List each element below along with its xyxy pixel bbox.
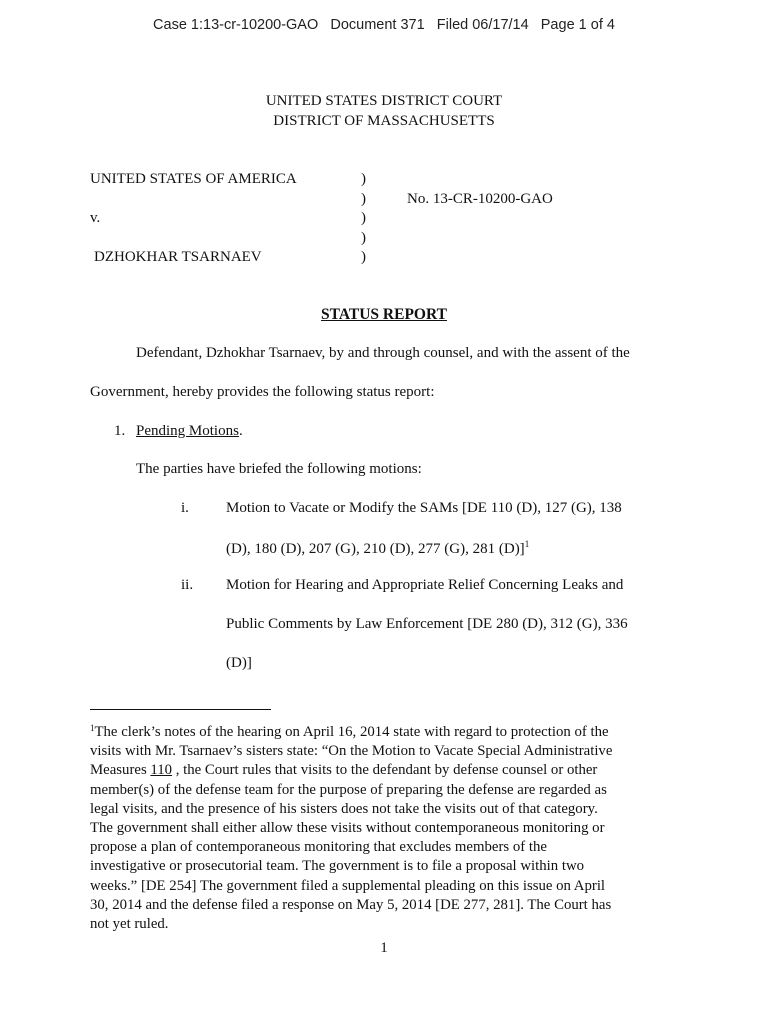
footnote-separator xyxy=(90,709,271,710)
header-filed: Filed 06/17/14 xyxy=(436,17,529,33)
motion-line: Motion to Vacate or Modify the SAMs [DE 110 (D), 127 (G), 138 xyxy=(226,500,622,516)
footnote-reference[interactable]: 1 xyxy=(524,539,530,549)
section-1-number: 1. xyxy=(114,423,126,439)
caption-paren: ) xyxy=(361,210,366,226)
filing-header xyxy=(0,17,768,33)
footnote-line: legal visits, and the presence of his sisters does not take the visits out of that category. xyxy=(90,800,598,817)
footnote-line: visits with Mr. Tsarnaev’s sisters state: “On the Motion to Vacate Special Administrative xyxy=(90,743,613,760)
caption-versus: v. xyxy=(90,210,101,226)
caption-paren: ) xyxy=(361,249,366,265)
section-1-lead: The parties have briefed the following motions: xyxy=(136,461,422,477)
section-1-heading xyxy=(136,423,243,440)
footnote-line xyxy=(90,719,690,742)
motion-line: (D)] xyxy=(226,655,252,671)
motion-line-text: (D), 180 (D), 207 (G), 210 (D), 277 (G), 281 (D)] xyxy=(226,541,525,557)
motion-line: Motion for Hearing and Appropriate Relief Concerning Leaks and xyxy=(226,577,624,593)
docket-link-110[interactable]: 110 xyxy=(150,762,173,779)
motion-line xyxy=(226,539,529,558)
intro-line-1: Defendant, Dzhokhar Tsarnaev, by and through counsel, and with the assent of the xyxy=(136,345,630,361)
document-title: STATUS REPORT xyxy=(321,306,447,323)
footnote-line: not yet ruled. xyxy=(90,916,169,933)
footnote-line: 30, 2014 and the defense filed a response on May 5, 2014 [DE 277, 281]. The Court has xyxy=(90,896,612,913)
footnote-line: propose a plan of contemporaneous monitoring that excludes members of the xyxy=(90,839,547,856)
header-case: Case 1:13-cr-10200-GAO xyxy=(153,17,319,33)
court-district: DISTRICT OF MASSACHUSETTS xyxy=(273,113,495,129)
caption-paren: ) xyxy=(361,230,366,246)
footnote-line: member(s) of the defense team for the purpose of preparing the defense are regarded as xyxy=(90,781,607,798)
caption-plaintiff: UNITED STATES OF AMERICA xyxy=(90,171,297,187)
court-name: UNITED STATES DISTRICT COURT xyxy=(265,93,503,109)
motion-numeral: ii. xyxy=(181,577,194,593)
header-document: Document 371 xyxy=(330,17,425,33)
footnote-text: Measures xyxy=(90,762,151,779)
footnote-line: The government shall either allow these visits without contemporaneous monitoring or xyxy=(90,820,605,837)
caption-defendant: DZHOKHAR TSARNAEV xyxy=(94,249,262,265)
caption-paren: ) xyxy=(361,171,366,187)
motion-numeral: i. xyxy=(181,500,189,516)
footnote-line: weeks.” [DE 254] The government filed a supplemental pleading on this issue on April xyxy=(90,877,606,894)
intro-line-2: Government, hereby provides the following status report: xyxy=(90,384,435,400)
footnote-text: , the Court rules that visits to the defendant by defense counsel or other xyxy=(172,762,598,779)
footnote-text: The clerk’s notes of the hearing on April 16, 2014 state with regard to protection of the xyxy=(94,724,609,740)
caption-paren: ) xyxy=(361,191,366,207)
footnote-line xyxy=(90,761,690,780)
footnote-line: investigative or prosecutorial team. The government is to file a proposal within two xyxy=(90,858,585,875)
section-1-heading-text: Pending Motions xyxy=(136,423,239,439)
page-number: 1 xyxy=(380,940,388,956)
motion-line: Public Comments by Law Enforcement [DE 280 (D), 312 (G), 336 xyxy=(226,616,628,632)
section-1-heading-period: . xyxy=(238,423,243,439)
footnote-mark: 1 xyxy=(90,723,95,733)
footnote xyxy=(90,719,690,934)
case-number: No. 13-CR-10200-GAO xyxy=(407,191,553,207)
header-page: Page 1 of 4 xyxy=(540,17,615,33)
